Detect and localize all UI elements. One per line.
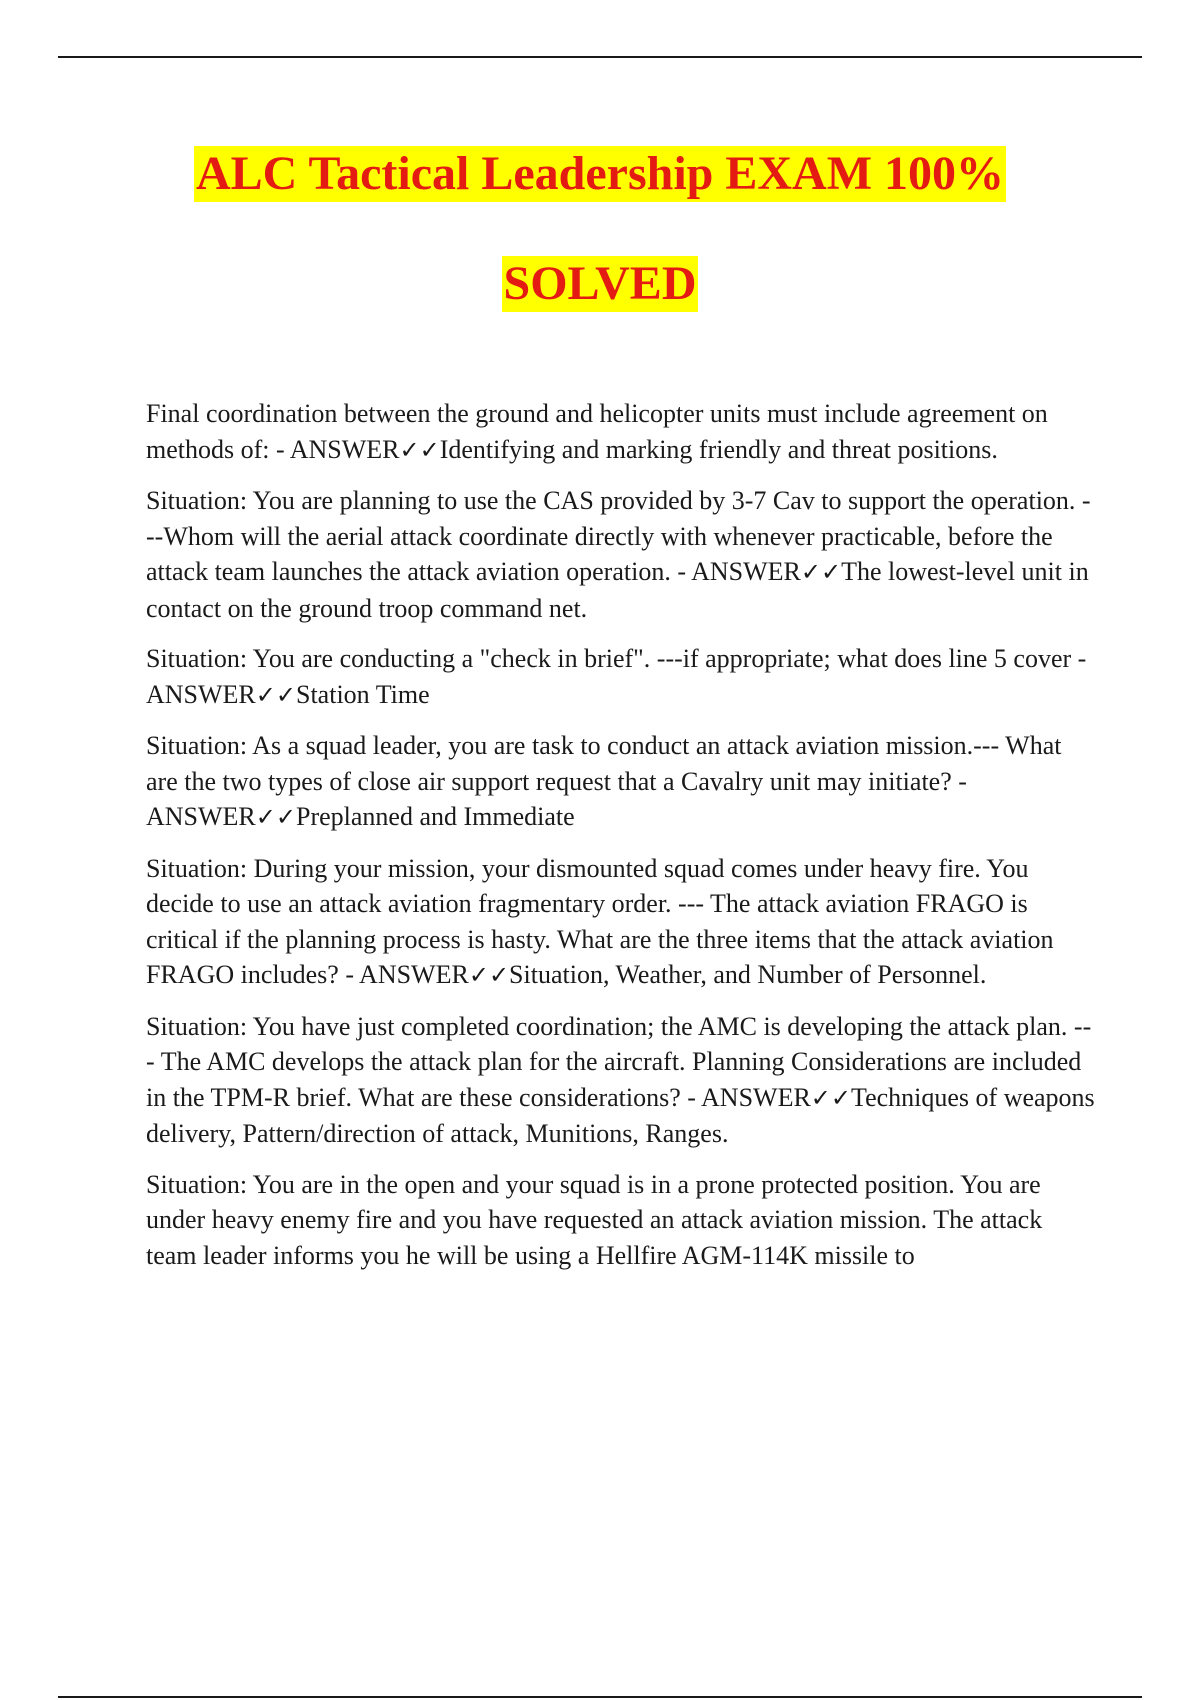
answer-text: Techniques of weapons delivery, Pattern/direction of attack, Munitions, Ranges. <box>146 1082 1095 1148</box>
checkmark-icon: ✓✓ <box>800 558 842 586</box>
answer-label: ANSWER <box>691 557 801 586</box>
bottom-rule <box>58 1696 1142 1698</box>
qa-item <box>146 728 1096 836</box>
question-text: Situation: You are conducting a "check in brief". ---if appropriate; what does line 5 cover - <box>146 644 1087 673</box>
qa-item <box>146 641 1096 713</box>
qa-item <box>146 851 1096 994</box>
checkmark-icon: ✓✓ <box>468 961 510 989</box>
answer-label: ANSWER <box>146 802 256 831</box>
title-line-2: SOLVED <box>503 257 697 310</box>
question-text: Situation: You are in the open and your squad is in a prone protected position. You are under heavy enemy fire and you have requested an attack aviation mission. The attack team leader informs you he will be using a Hellfire AGM-114K missile to <box>146 1169 1043 1270</box>
checkmark-icon: ✓✓ <box>810 1083 852 1112</box>
answer-label: ANSWER <box>701 1082 811 1112</box>
answer-label: ANSWER <box>146 679 256 709</box>
answer-text: Situation, Weather, and Number of Personnel. <box>509 960 987 989</box>
qa-item <box>146 483 1096 626</box>
answer-text: Preplanned and Immediate <box>296 802 575 831</box>
question-text: Situation: You have just completed coordination; the AMC is developing the attack plan. --- The AMC develops the attack plan for the aircraft. Planning Considerations are included in the TPM-R brief. What are these considerations? - <box>146 1011 1092 1112</box>
question-text: Final coordination between the ground and helicopter units must include agreement on methods of: - <box>146 399 1048 464</box>
top-rule <box>58 56 1142 58</box>
question-text: Situation: During your mission, your dismounted squad comes under heavy fire. You decide to use an attack aviation fragmentary order. --- The attack aviation FRAGO is critical if the planning process is hasty. What are the three items that the attack aviation FRAGO includes? - <box>146 853 1054 989</box>
checkmark-icon: ✓✓ <box>255 680 296 709</box>
question-text: Situation: As a squad leader, you are task to conduct an attack aviation mission.--- What are the two types of close air support request that a Cavalry unit may initiate? - <box>146 731 1062 796</box>
answer-text: Station Time <box>296 679 430 709</box>
qa-item <box>146 1009 1096 1152</box>
qa-item <box>146 1167 1096 1274</box>
question-text: Situation: You are planning to use the CAS provided by 3-7 Cav to support the operation. ---Whom will the aerial attack coordinate directly with whenever practicable, before the attack team launches the attack aviation operation. - <box>146 486 1091 586</box>
title-line-1: ALC Tactical Leadership EXAM 100% <box>195 147 1005 200</box>
answer-text: The lowest-level unit in contact on the ground troop command net. <box>146 557 1089 623</box>
checkmark-icon: ✓✓ <box>399 435 440 464</box>
answer-label: ANSWER <box>359 960 469 989</box>
qa-list <box>146 396 1096 1288</box>
document-title <box>0 146 1200 312</box>
qa-item <box>146 396 1096 468</box>
answer-label: ANSWER <box>289 434 400 464</box>
answer-text: Identifying and marking friendly and threat positions. <box>439 434 998 464</box>
checkmark-icon: ✓✓ <box>255 803 296 831</box>
